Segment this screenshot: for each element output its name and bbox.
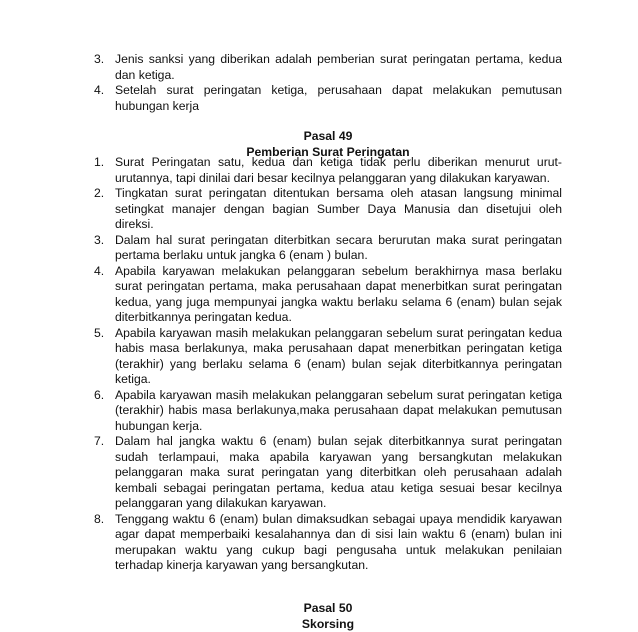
list-item-text: Dalam hal jangka waktu 6 (enam) bulan sejak diterbitkannya surat peringatan sudah terlampaui, maka apabila karyawan yang bersangkutan melakukan pelanggaran maka surat peringatan yang diterbitkan oleh perusahaan adalah kembali sebagai peringatan pertama, kedua atau ketiga sesuai besar kecilnya pelanggaran yang dilakukan karyawan. [115,434,562,510]
list-item-number: 6. [94,388,104,404]
list-item-number: 1. [94,155,104,171]
pasal-49-body [94,155,562,574]
list-item-number: 2. [94,186,104,202]
list-item-number: 3. [94,52,104,68]
list-item [94,52,562,83]
list-item [94,83,562,114]
numbered-list [94,52,562,114]
list-item-text: Apabila karyawan masih melakukan pelanggaran sebelum surat peringatan ketiga (terakhir) habis masa berlakunya,maka perusahaan dapat melakukan pemutusan hubungan kerja. [115,388,562,433]
list-continued [94,52,562,114]
list-item [94,388,562,435]
pasal-50-title: Skorsing [94,617,562,632]
list-item-text: Apabila karyawan masih melakukan pelanggaran sebelum surat peringatan kedua habis masa berlakunya, maka perusahaan dapat menerbitkan peringatan ketiga (terakhir) yang berlaku selama 6 (enam) bulan sejak diterbitkannya peringatan ketiga. [115,326,562,387]
list-item [94,264,562,326]
list-item-text: Dalam hal surat peringatan diterbitkan secara berurutan maka surat peringatan pertama berlaku untuk jangka 6 (enam ) bulan. [115,233,562,263]
list-item [94,326,562,388]
list-item-text: Tingkatan surat peringatan ditentukan bersama oleh atasan langsung minimal setingkat manajer dengan bagian Sumber Daya Manusia dan disetujui oleh direksi. [115,186,562,231]
numbered-list [94,155,562,574]
list-item-text: Tenggang waktu 6 (enam) bulan dimaksudkan sebagai upaya mendidik karyawan agar dapat memperbaiki kesalahannya dan di sisi lain waktu 6 (enam) bulan ini merupakan waktu yang cukup bagi pengusaha untuk melakukan penilaian terhadap kinerja karyawan yang bersangkutan. [115,512,562,573]
list-item-number: 5. [94,326,104,342]
pasal-49-number: Pasal 49 [94,129,562,145]
list-item-number: 7. [94,434,104,450]
list-item-text: Jenis sanksi yang diberikan adalah pemberian surat peringatan pertama, kedua dan ketiga. [115,52,562,82]
list-item-number: 4. [94,83,104,99]
pasal-49-title: Pemberian Surat Peringatan [94,145,562,161]
list-item-number: 8. [94,512,104,528]
pasal-50-heading [94,601,562,632]
list-item [94,233,562,264]
list-item [94,155,562,186]
list-item-text: Surat Peringatan satu, kedua dan ketiga tidak perlu diberikan menurut urut-urutannya, tapi dinilai dari besar kecilnya pelanggaran yang dilakukan karyawan. [115,155,562,185]
list-item-number: 3. [94,233,104,249]
pasal-50-number: Pasal 50 [94,601,562,617]
list-item-text: Setelah surat peringatan ketiga, perusahaan dapat melakukan pemutusan hubungan kerja [115,83,562,113]
list-item [94,434,562,512]
list-item-number: 4. [94,264,104,280]
list-item-text: Apabila karyawan melakukan pelanggaran sebelum berakhirnya masa berlaku surat peringatan pertama, maka perusahaan dapat menerbitkan surat peringatan kedua, yang juga mempunyai jangka waktu berlaku selama 6 (enam) bulan sejak diterbitkannya peringatan kedua. [115,264,562,325]
list-item [94,512,562,574]
list-item [94,186,562,233]
